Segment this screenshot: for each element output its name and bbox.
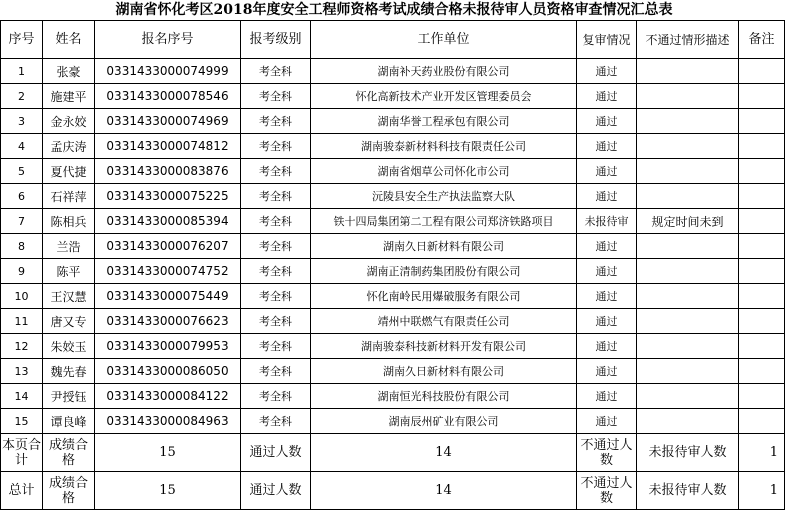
cell-remark: [739, 159, 785, 184]
cell-level: 考全科: [241, 309, 311, 334]
cell-reg-no: 0331433000085394: [95, 209, 241, 234]
summary-pass-label: 通过人数: [241, 434, 311, 472]
cell-level: 考全科: [241, 59, 311, 84]
cell-reg-no: 0331433000083876: [95, 159, 241, 184]
cell-level: 考全科: [241, 184, 311, 209]
header-name: 姓名: [43, 21, 95, 59]
cell-name: 石祥萍: [43, 184, 95, 209]
cell-seq: 15: [1, 409, 43, 434]
table-row: [1, 109, 785, 134]
cell-remark: [739, 184, 785, 209]
cell-seq: 14: [1, 384, 43, 409]
cell-reg-no: 0331433000074812: [95, 134, 241, 159]
summary-pending-label: 未报待审人数: [637, 472, 739, 510]
cell-seq: 2: [1, 84, 43, 109]
cell-unit: 沅陵县安全生产执法监察大队: [311, 184, 577, 209]
cell-fail-desc: [637, 134, 739, 159]
cell-review: 通过: [577, 309, 637, 334]
cell-review: 未报待审: [577, 209, 637, 234]
cell-reg-no: 0331433000075449: [95, 284, 241, 309]
cell-remark: [739, 59, 785, 84]
summary-row-page: [1, 434, 785, 472]
cell-remark: [739, 109, 785, 134]
cell-unit: 湖南骏泰新材料科技有限责任公司: [311, 134, 577, 159]
cell-name: 谭良峰: [43, 409, 95, 434]
cell-fail-desc: [637, 309, 739, 334]
cell-reg-no: 0331433000075225: [95, 184, 241, 209]
cell-level: 考全科: [241, 334, 311, 359]
cell-reg-no: 0331433000078546: [95, 84, 241, 109]
table-row: [1, 159, 785, 184]
cell-unit: 湖南久日新材料有限公司: [311, 359, 577, 384]
cell-remark: [739, 134, 785, 159]
cell-remark: [739, 284, 785, 309]
cell-name: 魏先春: [43, 359, 95, 384]
summary-table: [0, 20, 785, 510]
table-row: [1, 309, 785, 334]
cell-fail-desc: [637, 184, 739, 209]
cell-unit: 铁十四局集团第二工程有限公司郑济铁路项目: [311, 209, 577, 234]
cell-review: 通过: [577, 334, 637, 359]
cell-unit: 湖南补天药业股份有限公司: [311, 59, 577, 84]
cell-reg-no: 0331433000084963: [95, 409, 241, 434]
cell-level: 考全科: [241, 209, 311, 234]
header-unit: 工作单位: [311, 21, 577, 59]
cell-remark: [739, 334, 785, 359]
cell-unit: 湖南省烟草公司怀化市公司: [311, 159, 577, 184]
cell-remark: [739, 234, 785, 259]
cell-name: 孟庆涛: [43, 134, 95, 159]
summary-label: 本页合计: [1, 434, 43, 472]
cell-name: 王汉慧: [43, 284, 95, 309]
cell-reg-no: 0331433000086050: [95, 359, 241, 384]
table-row: [1, 384, 785, 409]
cell-remark: [739, 359, 785, 384]
cell-name: 施建平: [43, 84, 95, 109]
cell-unit: 湖南骏泰科技新材料开发有限公司: [311, 334, 577, 359]
table-row: [1, 84, 785, 109]
cell-review: 通过: [577, 184, 637, 209]
cell-seq: 6: [1, 184, 43, 209]
page-title: 湖南省怀化考区2018年度安全工程师资格考试成绩合格未报待审人员资格审查情况汇总表: [115, 2, 673, 18]
cell-name: 唐又专: [43, 309, 95, 334]
cell-review: 通过: [577, 59, 637, 84]
cell-fail-desc: [637, 109, 739, 134]
table-row: [1, 59, 785, 84]
cell-unit: 湖南恒光科技股份有限公司: [311, 384, 577, 409]
header-row: [1, 21, 785, 59]
table-row: [1, 209, 785, 234]
cell-seq: 9: [1, 259, 43, 284]
header-remark: 备注: [739, 21, 785, 59]
cell-fail-desc: [637, 384, 739, 409]
summary-qualified-label: 成绩合格: [43, 472, 95, 510]
cell-level: 考全科: [241, 159, 311, 184]
cell-name: 张豪: [43, 59, 95, 84]
cell-level: 考全科: [241, 384, 311, 409]
cell-level: 考全科: [241, 409, 311, 434]
summary-label: 总计: [1, 472, 43, 510]
summary-qualified-count: 15: [95, 472, 241, 510]
header-level: 报考级别: [241, 21, 311, 59]
summary-qualified-count: 15: [95, 434, 241, 472]
cell-review: 通过: [577, 159, 637, 184]
cell-fail-desc: [637, 334, 739, 359]
table-body: [1, 59, 785, 434]
cell-reg-no: 0331433000084122: [95, 384, 241, 409]
cell-review: 通过: [577, 409, 637, 434]
cell-review: 通过: [577, 134, 637, 159]
cell-unit: 湖南辰州矿业有限公司: [311, 409, 577, 434]
cell-unit: 怀化南岭民用爆破服务有限公司: [311, 284, 577, 309]
cell-remark: [739, 259, 785, 284]
table-row: [1, 184, 785, 209]
table-row: [1, 134, 785, 159]
table-row: [1, 359, 785, 384]
cell-remark: [739, 309, 785, 334]
cell-unit: 靖州中联燃气有限责任公司: [311, 309, 577, 334]
cell-level: 考全科: [241, 134, 311, 159]
table-row: [1, 409, 785, 434]
cell-name: 尹授钰: [43, 384, 95, 409]
cell-seq: 8: [1, 234, 43, 259]
table-row: [1, 259, 785, 284]
cell-name: 陈相兵: [43, 209, 95, 234]
cell-reg-no: 0331433000074752: [95, 259, 241, 284]
summary-qualified-label: 成绩合格: [43, 434, 95, 472]
cell-name: 金永姣: [43, 109, 95, 134]
cell-reg-no: 0331433000074999: [95, 59, 241, 84]
cell-name: 兰浩: [43, 234, 95, 259]
summary-pass-label: 通过人数: [241, 472, 311, 510]
cell-remark: [739, 409, 785, 434]
summary-pending-count: 1: [739, 434, 785, 472]
cell-unit: 湖南久日新材料有限公司: [311, 234, 577, 259]
cell-reg-no: 0331433000076207: [95, 234, 241, 259]
cell-fail-desc: [637, 259, 739, 284]
cell-name: 夏代捷: [43, 159, 95, 184]
cell-seq: 5: [1, 159, 43, 184]
cell-level: 考全科: [241, 84, 311, 109]
cell-reg-no: 0331433000076623: [95, 309, 241, 334]
summary-fail-label: 不通过人数: [577, 434, 637, 472]
cell-seq: 11: [1, 309, 43, 334]
cell-fail-desc: [637, 284, 739, 309]
table-row: [1, 334, 785, 359]
cell-seq: 7: [1, 209, 43, 234]
summary-fail-label: 不通过人数: [577, 472, 637, 510]
cell-remark: [739, 209, 785, 234]
cell-unit: 湖南正清制药集团股份有限公司: [311, 259, 577, 284]
header-reg-no: 报名序号: [95, 21, 241, 59]
cell-level: 考全科: [241, 234, 311, 259]
cell-name: 朱姣玉: [43, 334, 95, 359]
cell-seq: 12: [1, 334, 43, 359]
cell-level: 考全科: [241, 259, 311, 284]
cell-level: 考全科: [241, 359, 311, 384]
cell-unit: 湖南华誉工程承包有限公司: [311, 109, 577, 134]
summary-pending-label: 未报待审人数: [637, 434, 739, 472]
cell-fail-desc: [637, 409, 739, 434]
cell-seq: 10: [1, 284, 43, 309]
cell-seq: 3: [1, 109, 43, 134]
cell-name: 陈平: [43, 259, 95, 284]
header-review: 复审情况: [577, 21, 637, 59]
summary-pass-count: 14: [311, 472, 577, 510]
cell-fail-desc: [637, 84, 739, 109]
cell-remark: [739, 84, 785, 109]
cell-level: 考全科: [241, 109, 311, 134]
cell-review: 通过: [577, 384, 637, 409]
cell-seq: 4: [1, 134, 43, 159]
cell-fail-desc: [637, 159, 739, 184]
cell-review: 通过: [577, 284, 637, 309]
cell-review: 通过: [577, 259, 637, 284]
cell-review: 通过: [577, 359, 637, 384]
cell-reg-no: 0331433000079953: [95, 334, 241, 359]
header-fail-desc: 不通过情形描述: [637, 21, 739, 59]
cell-review: 通过: [577, 234, 637, 259]
table-row: [1, 284, 785, 309]
cell-seq: 13: [1, 359, 43, 384]
cell-review: 通过: [577, 84, 637, 109]
cell-review: 通过: [577, 109, 637, 134]
cell-unit: 怀化高新技术产业开发区管理委员会: [311, 84, 577, 109]
header-seq: 序号: [1, 21, 43, 59]
cell-level: 考全科: [241, 284, 311, 309]
cell-fail-desc: 规定时间未到: [637, 209, 739, 234]
table-row: [1, 234, 785, 259]
summary-row-total: [1, 472, 785, 510]
cell-fail-desc: [637, 59, 739, 84]
cell-seq: 1: [1, 59, 43, 84]
cell-fail-desc: [637, 234, 739, 259]
cell-remark: [739, 384, 785, 409]
summary-pass-count: 14: [311, 434, 577, 472]
cell-fail-desc: [637, 359, 739, 384]
cell-reg-no: 0331433000074969: [95, 109, 241, 134]
summary-pending-count: 1: [739, 472, 785, 510]
